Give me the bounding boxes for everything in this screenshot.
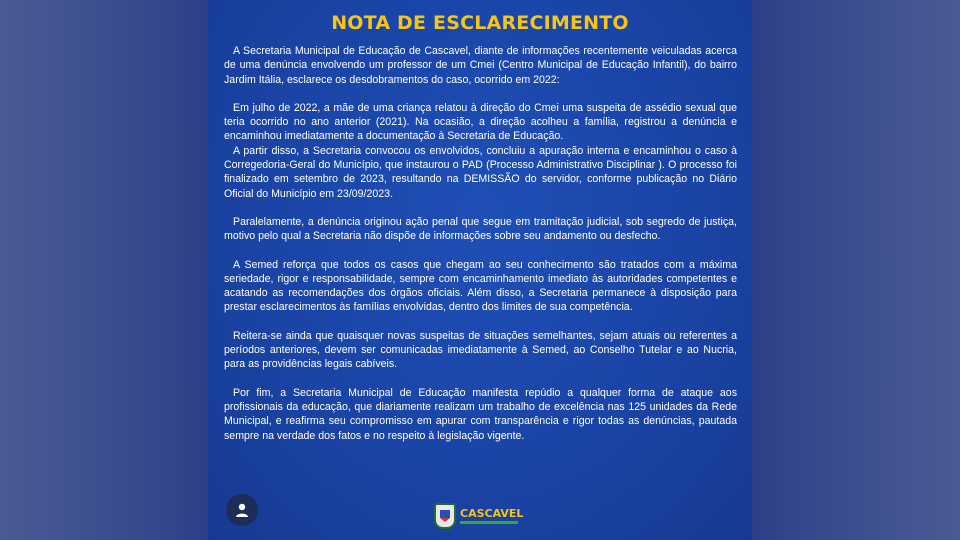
person-icon bbox=[234, 502, 250, 518]
paragraph-criminal-action: Paralelamente, a denúncia originou ação penal que segue em tramitação judicial, sob segredo de justiça, motivo pelo qual a Secretaria não dispõe de informações sobre seu andamento ou desfecho. bbox=[224, 215, 737, 243]
paragraph-reporting: Reitera-se ainda que quaisquer novas suspeitas de situações semelhantes, sejam atuais ou referentes a períodos anteriores, devem ser comunicadas imediatamente à Semed, ao Conselho Tutelar e ao Nucria, para as providências legais cabíveis. bbox=[224, 329, 737, 371]
statement-body bbox=[224, 44, 737, 443]
paragraph-reinforcement: A Semed reforça que todos os casos que chegam ao seu conhecimento são tratados com a máxima seriedade, rigor e responsabilidade, sempre com encaminhamento imediato às autoridades competentes e acatando as recomendações dos órgãos oficiais. Além disso, a Secretaria permanece à disposição para prestar esclarecimentos às famílias envolvidas, dentro dos limites de sua competência. bbox=[224, 258, 737, 314]
paragraph-report: Em julho de 2022, a mãe de uma criança relatou à direção do Cmei uma suspeita de assédio sexual que teria ocorrido no ano anterior (2021). Na ocasião, a direção acolheu a família, registrou a denúncia e encaminhou imediatamente a documentação à Secretaria de Educação. bbox=[224, 101, 737, 143]
blurred-background-right bbox=[752, 0, 960, 540]
cascavel-logo bbox=[434, 500, 523, 532]
profile-button[interactable] bbox=[226, 494, 258, 526]
logo-text: CASCAVEL bbox=[460, 507, 524, 520]
paragraph-closing: Por fim, a Secretaria Municipal de Educação manifesta repúdio a qualquer forma de ataque aos profissionais da educação, que diariamente realizam um trabalho de excelência nas 125 unidades da Rede Municipal, e reafirma seu compromisso em apurar com transparência e rigor todas as denúncias, pautada sempre na verdade dos fatos e no respeito à legislação vigente. bbox=[224, 386, 737, 442]
post-image bbox=[208, 0, 752, 540]
paragraph-intro: A Secretaria Municipal de Educação de Cascavel, diante de informações recentemente veiculadas acerca de uma denúncia envolvendo um professor de um Cmei (Centro Municipal de Educação Infantil), do bairro Jardim Itália, esclarece os desdobramentos do caso, ocorrido em 2022: bbox=[224, 45, 737, 86]
logo-underline bbox=[460, 521, 518, 524]
page-title: NOTA DE ESCLARECIMENTO bbox=[331, 12, 629, 34]
paragraph-process: A partir disso, a Secretaria convocou os envolvidos, concluiu a apuração interna e encaminhou o caso à Corregedoria-Geral do Município, que instaurou o PAD (Processo Administrativo Disciplinar ). O processo foi finalizado em setembro de 2023, resultando na DEMISSÃO do servidor, conforme publicação no Diário Oficial do Município em 23/09/2023. bbox=[224, 144, 737, 200]
city-crest-icon bbox=[434, 503, 456, 529]
blurred-background-left bbox=[0, 0, 208, 540]
